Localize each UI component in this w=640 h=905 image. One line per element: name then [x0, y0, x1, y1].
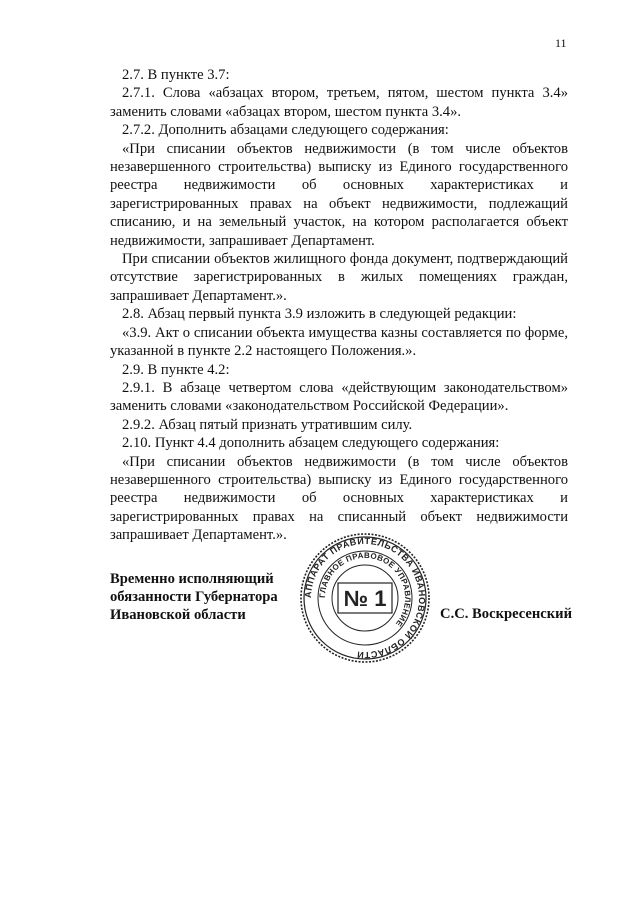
signatory-name: С.С. Воскресенский [440, 606, 572, 622]
paragraph: 2.9. В пункте 4.2: [122, 361, 230, 378]
page-number: 11 [555, 36, 567, 50]
seal-inner-text: ГЛАВНОЕ ПРАВОВОЕ УПРАВЛЕНИЕ [317, 550, 413, 629]
seal-outer-text: АППАРАТ ПРАВИТЕЛЬСТВА ИВАНОВСКОЙ ОБЛАСТИ [302, 535, 428, 661]
paragraph: 2.9.1. В абзаце четвертом слова «действующим законодательством» заменить словами «законодательством Российской Федерации». [110, 379, 568, 415]
paragraph: «При списании объектов недвижимости (в том числе объектов незавершенного строительства) выписку из Единого государственного реестра недвижимости об основных характеристиках и зарегистрированных правах на объект недвижимости, подлежащий списанию, и на земельный участок, на котором располагается объект недвижимости, запрашивает Департамент. [110, 140, 568, 249]
document-body [110, 66, 568, 545]
paragraph: 2.10. Пункт 4.4 дополнить абзацем следующего содержания: [122, 435, 500, 452]
paragraph: «При списании объектов недвижимости (в том числе объектов незавершенного строительства) выписку из Единого государственного реестра недвижимости об основных характеристиках и зарегистрированных правах на списанный объект недвижимости запрашивает Департамент.». [110, 453, 568, 544]
paragraph: При списании объектов жилищного фонда документ, подтверждающий отсутствие зарегистрированных в жилых помещениях граждан, запрашивает Департамент.». [110, 251, 568, 304]
signatory-title [110, 570, 278, 624]
seal-number: № 1 [343, 586, 387, 611]
official-seal [298, 531, 432, 665]
paragraph: «3.9. Акт о списании объекта имущества казны составляется по форме, указанной в пункте 2.2 настоящего Положения.». [110, 324, 568, 360]
signatory-title-line: обязанности Губернатора [110, 589, 278, 605]
paragraph: 2.7. В пункте 3.7: [122, 67, 230, 83]
signatory-title-line: Ивановской области [110, 607, 246, 623]
seal-graphic [298, 531, 432, 665]
paragraph: 2.8. Абзац первый пункта 3.9 изложить в следующей редакции: [122, 306, 517, 323]
paragraph: 2.7.1. Слова «абзацах втором, третьем, пятом, шестом пункта 3.4» заменить словами «абзацах втором, шестом пункта 3.4». [110, 85, 568, 120]
signatory-title-line: Временно исполняющий [110, 571, 274, 587]
paragraph: 2.7.2. Дополнить абзацами следующего содержания: [122, 122, 449, 139]
paragraph: 2.9.2. Абзац пятый признать утратившим силу. [122, 416, 413, 433]
signature-block [110, 535, 572, 668]
